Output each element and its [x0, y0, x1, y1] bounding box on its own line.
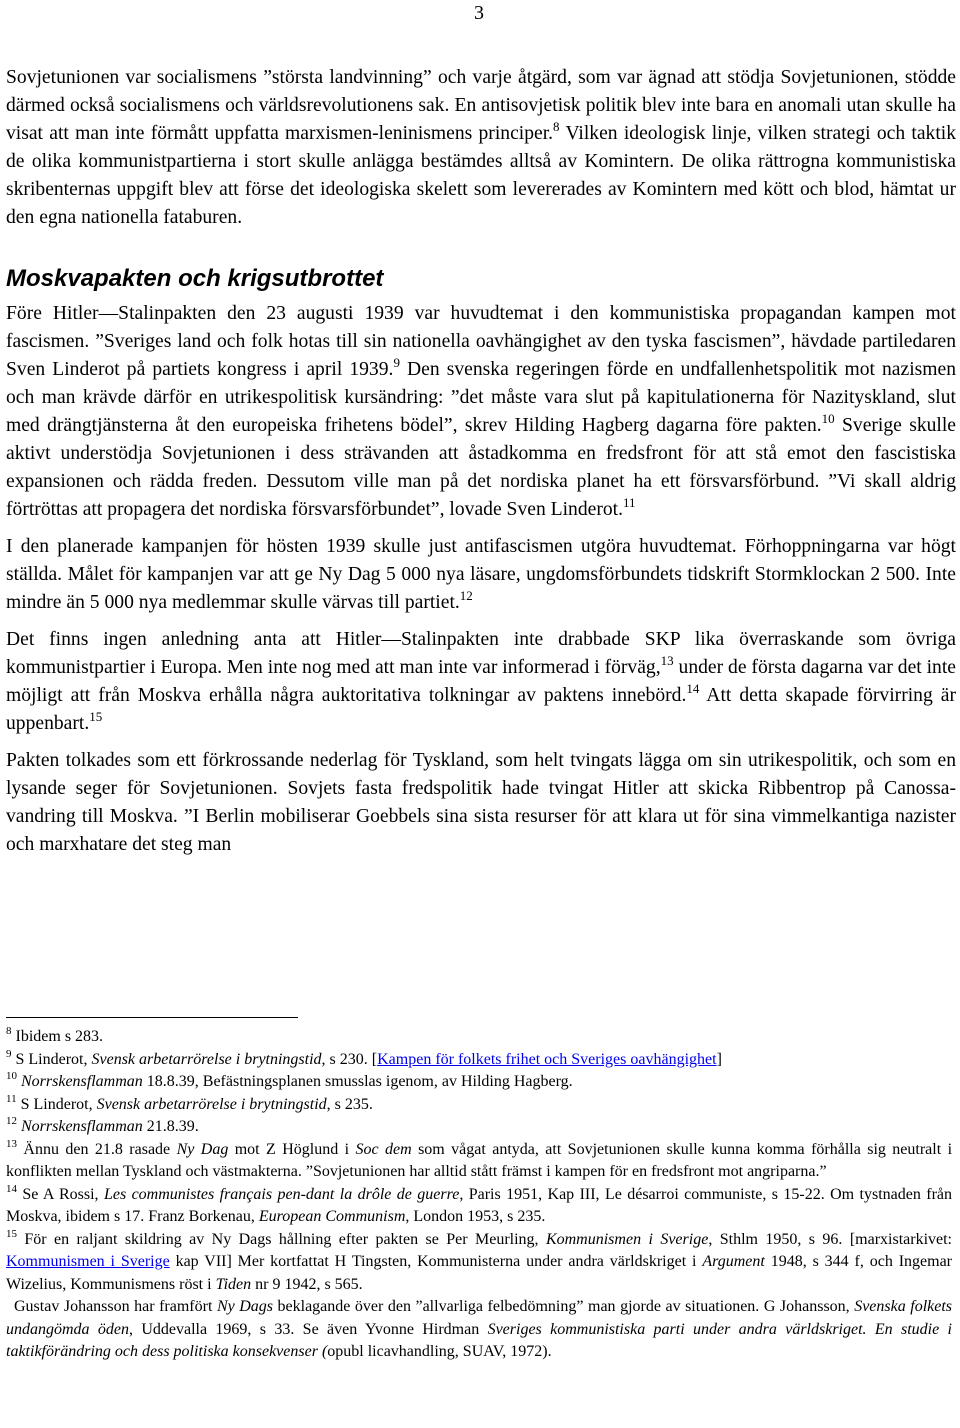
footnote-10: $^{10}$ Norrskensflamman 18.8.39, Befästningsplanen smusslas igenom, av Hilding Hagberg.: [6, 1070, 573, 1090]
footnote-ref-15[interactable]: 15: [89, 709, 103, 724]
paragraph-2: Före Hitler—Stalinpakten den 23 augusti 1939 var huvudtemat i den kommunistiska propagandan kampen mot fascismen. ”Sveriges land och folk hotas till sin nationella oavhängighet av den tyska fascismen”, hävdade partiledaren Sven Linderot på partiets kongress i april 1939.$^9$ Den svenska regeringen förde en undfallenhetspolitik mot nazismen och man krävde därför en utrikespolitisk kursändring: ”det måste vara slut på kapitulationerna för Nazityskland, slut med drängtjänsterna åt den europeiska frihetens bödel”, skrev Hilding Hagberg dagarna före pakten.$^{10}$ Sverige skulle aktivt understödja Sovjetunionen i dess strävanden att åstadkomma en fredsfront för att stå emot den fascistiska expansionen och rädda freden. Dessutom ville man på det nordiska planet ha ett försvarsförbund. ”Vi skall aldrig förtröttas att propagera det nordiska försvarsförbundet”, lovade Sven Linderot.$^{11}$: [6, 303, 956, 520]
footnote-separator: [6, 1017, 298, 1018]
footnote-9-link[interactable]: Kampen för folkets frihet och Sveriges oavhängighet: [377, 1050, 717, 1068]
footnote-ref-8[interactable]: 8: [553, 119, 560, 134]
footnotes: [6, 1026, 952, 1364]
footnote-8: $^8$ Ibidem s 283.: [6, 1025, 104, 1045]
footnote-ref-14[interactable]: 14: [686, 681, 700, 696]
footnote-14: $^{14}$ Se A Rossi, Les communistes français pen-dant la drôle de guerre, Paris 1951, Kap III, Le désarroi communiste, s 15-22. Om tystnaden från Moskva, ibidem s 17. Franz Borkenau, European Communism, London 1953, s 235.: [6, 1182, 952, 1225]
footnote-15: $^{15}$ För en raljant skildring av Ny Dags hållning efter pakten se Per Meurling, Kommunismen i Sverige, Sthlm 1950, s 96. [marxistarkivet: Kommunismen i Sverige kap VII] Mer kortfattat H Tingsten, Kommunisterna under andra världskriget i Argument 1948, s 344 f, och Ingemar Wizelius, Kommunismens röst i Tiden nr 9 1942, s 565.: [6, 1227, 953, 1293]
paragraph-1: Sovjetunionen var socialismens ”största landvinning” och varje åtgärd, som var ägnad att stödja Sovjetunionen, stödde därmed också socialismens och världsrevolutionens sak. En antisovjetisk politik blev inte bara en anomali utan skulle ha visat att man inte förmått uppfatta marxismen-leninismens principer.$^8$ Vilken ideologisk linje, vilken strategi och taktik de olika kommunistpartierna i stort skulle anlägga bestämdes alltså av Komintern. De olika rättrogna kommunistiska skribenternas uppgift blev att förse det ideologiska skelett som levererades av Komintern med kött och blod, hämtat ur den egna nationella fataburen.: [6, 67, 956, 228]
paragraph-3: I den planerade kampanjen för hösten 1939 skulle just antifascismen utgöra huvudtemat. Förhoppningarna var högt ställda. Målet för kampanjen var att ge Ny Dag 5 000 nya läsare, ungdomsförbundets tidskrift Stormklockan 2 500. Inte mindre än 5 000 nya medlemmar skulle värvas till partiet.$^{12}$: [6, 536, 956, 613]
footnote-13: $^{13}$ Ännu den 21.8 rasade Ny Dag mot Z Höglund i Soc dem som vågat antyda, att Sovjetunionen skulle kunna komma förhålla sig neutralt i konflikten mellan Tyskland och västmakterna. ”Sovjetunionen har alltid stått främst i kampen för en fredsfront mot angriparna.”: [6, 1137, 953, 1180]
footnote-ref-10[interactable]: 10: [821, 411, 835, 426]
section-heading: Moskvapakten och krigsutbrottet: [6, 265, 384, 292]
footnote-15-continued: Gustav Johansson har framfört Ny Dags beklagande över den ”allvarliga felbedömning” man gjorde av situationen. G Johansson, Svenska folkets undangömda öden, Uddevalla 1969, s 33. Se även Yvonne Hirdman Sveriges kommunistiska parti under andra världskriget. En studie i taktikförändring och dess politiska konsekvenser (opubl licavhandling, SUAV, 1972).: [6, 1298, 953, 1360]
body-text: [6, 64, 956, 868]
footnote-11: $^{11}$ S Linderot, Svensk arbetarrörelse i brytningstid, s 235.: [6, 1092, 373, 1113]
paragraph-5: Pakten tolkades som ett förkrossande nederlag för Tyskland, som helt tvingats lägga om sin utrikespolitik, och som en lysande seger för Sovjetunionen. Sovjets fasta fredspolitik hade tvingat Hitler att skicka Ribbentrop på Canossa-vandring till Moskva. ”I Berlin mobiliserar Goebbels sina sista resurser för att klara ut för sina vimmelkantiga nazister och marxhatare det steg man: [6, 750, 956, 855]
page-number: 3: [474, 2, 484, 24]
footnote-ref-11[interactable]: 11: [623, 495, 636, 510]
paragraph-4: Det finns ingen anledning anta att Hitler—Stalinpakten inte drabbade SKP lika överraskande som övriga kommunistpartier i Europa. Men inte nog med att man inte var informerad i förväg,$^{13}$ under de första dagarna var det inte möjligt att från Moskva erhålla några auktoritativa tolkningar av paktens innebörd.$^{14}$ Att detta skapade förvirring är uppenbart.$^{15}$: [6, 629, 957, 734]
footnote-9: $^9$ S Linderot, Svensk arbetarrörelse i brytningstid, s 230. [Kampen för folkets frihet och Sveriges oavhängighet]: [6, 1047, 722, 1068]
footnote-ref-9[interactable]: 9: [393, 355, 400, 370]
footnote-12: $^{12}$ Norrskensflamman 21.8.39.: [6, 1115, 199, 1135]
footnote-ref-13[interactable]: 13: [660, 653, 674, 668]
footnote-ref-12[interactable]: 12: [459, 588, 473, 603]
footnote-15-link[interactable]: Kommunismen i Sverige: [6, 1253, 170, 1270]
